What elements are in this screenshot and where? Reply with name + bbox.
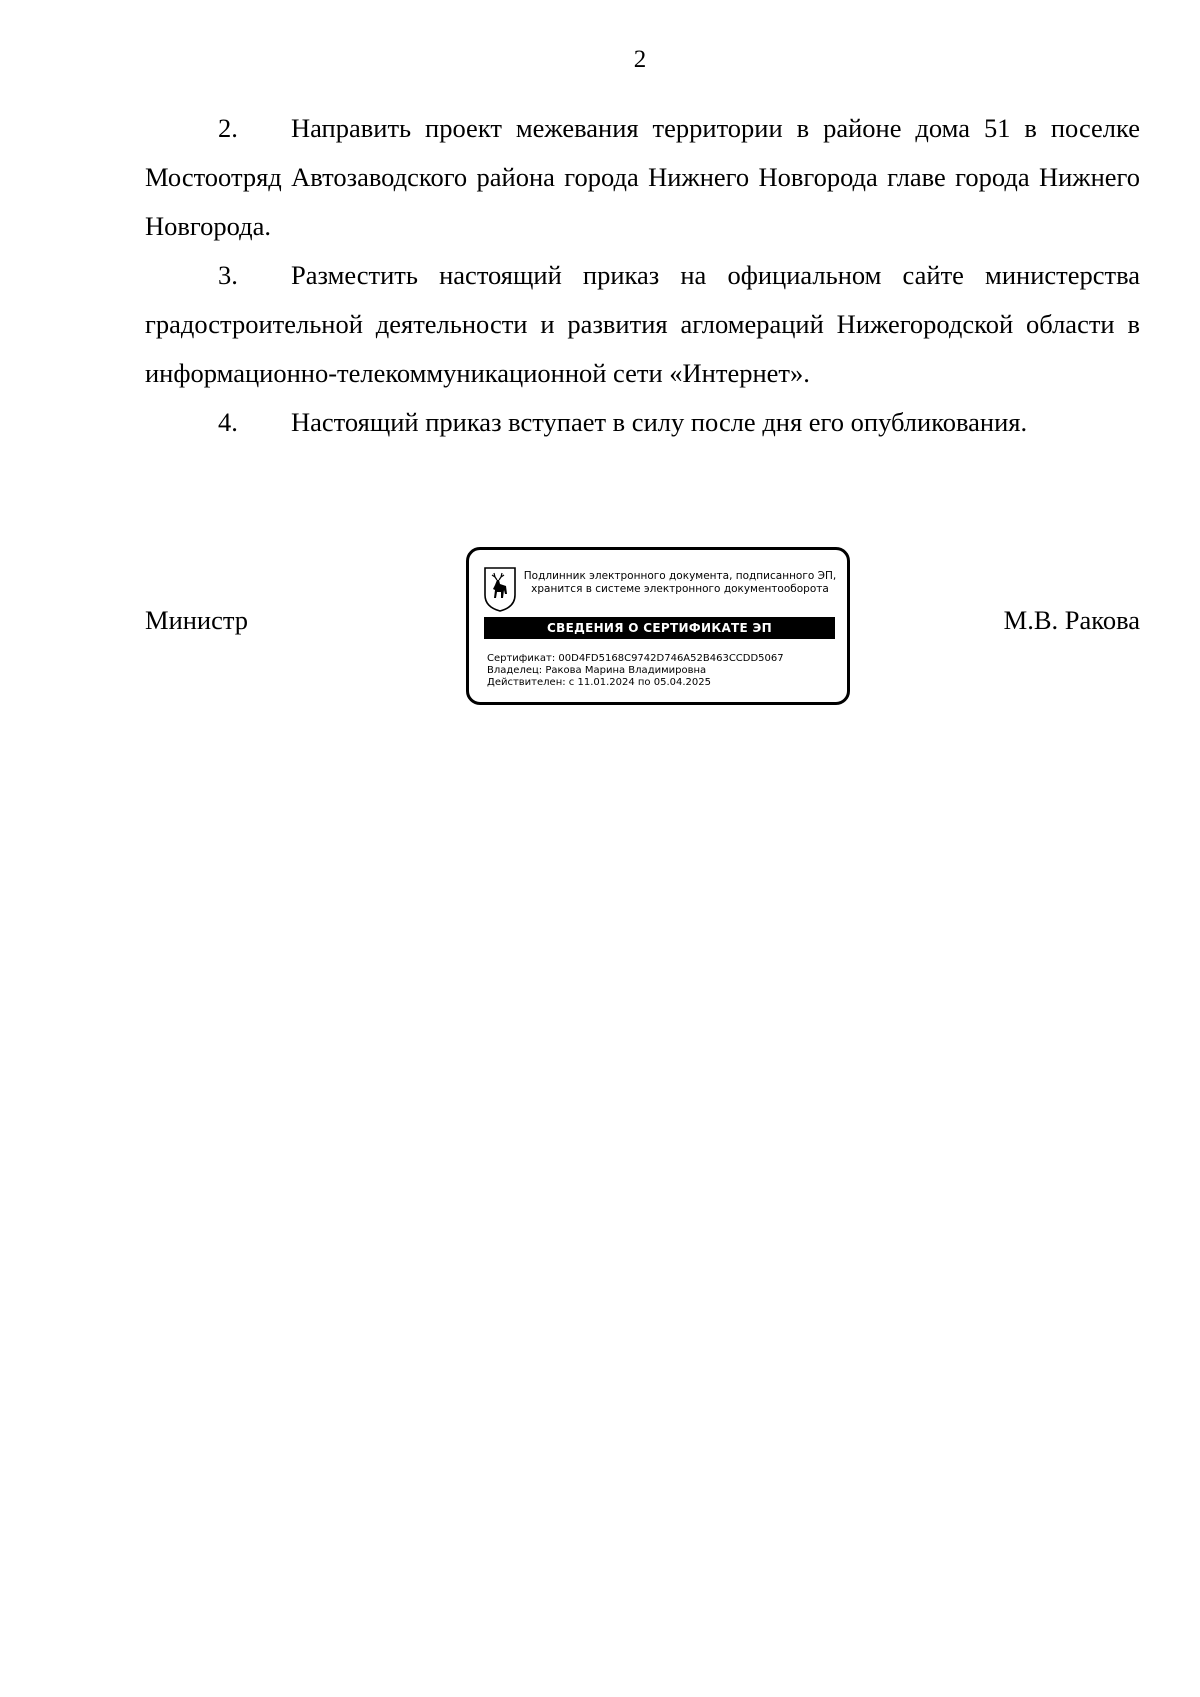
stamp-banner: СВЕДЕНИЯ О СЕРТИФИКАТЕ ЭП — [484, 617, 835, 639]
stamp-header — [517, 570, 843, 596]
coat-of-arms-icon — [482, 565, 518, 613]
paragraph-number: 2. — [218, 113, 238, 143]
certificate-validity: Действителен: с 11.01.2024 по 05.04.2025 — [487, 677, 711, 688]
paragraph-number: 4. — [218, 407, 238, 437]
stamp-details — [487, 653, 784, 689]
document-body — [145, 104, 1140, 447]
stamp-header-line-2: хранится в системе электронного документооборота — [531, 583, 829, 595]
signatory-position: Министр — [145, 605, 249, 635]
paragraph-4 — [145, 398, 1140, 447]
paragraph-2 — [145, 104, 1140, 251]
stamp-header-line-1: Подлинник электронного документа, подписанного ЭП, — [523, 570, 837, 582]
certificate-number: Сертификат: 00D4FD5168C9742D746A52B463CCDD5067 — [487, 653, 784, 664]
signatory-name: М.В. Ракова — [1003, 605, 1140, 635]
page-number: 2 — [633, 46, 647, 73]
paragraph-number: 3. — [218, 260, 238, 290]
paragraph-text: Настоящий приказ вступает в силу после дня его опубликования. — [291, 407, 1028, 437]
certificate-owner: Владелец: Ракова Марина Владимировна — [487, 665, 707, 676]
paragraph-text: Направить проект межевания территории в районе дома 51 в поселке Мостоотряд Автозаводского района города Нижнего Новгорода главе города Нижнего Новгорода. — [145, 113, 1140, 241]
paragraph-text: Разместить настоящий приказ на официальном сайте министерства градостроительной деятельности и развития агломераций Нижегородской области в информационно-телекоммуникационной сети «Интернет». — [145, 260, 1140, 388]
electronic-signature-stamp — [466, 547, 850, 705]
paragraph-3 — [145, 251, 1140, 398]
